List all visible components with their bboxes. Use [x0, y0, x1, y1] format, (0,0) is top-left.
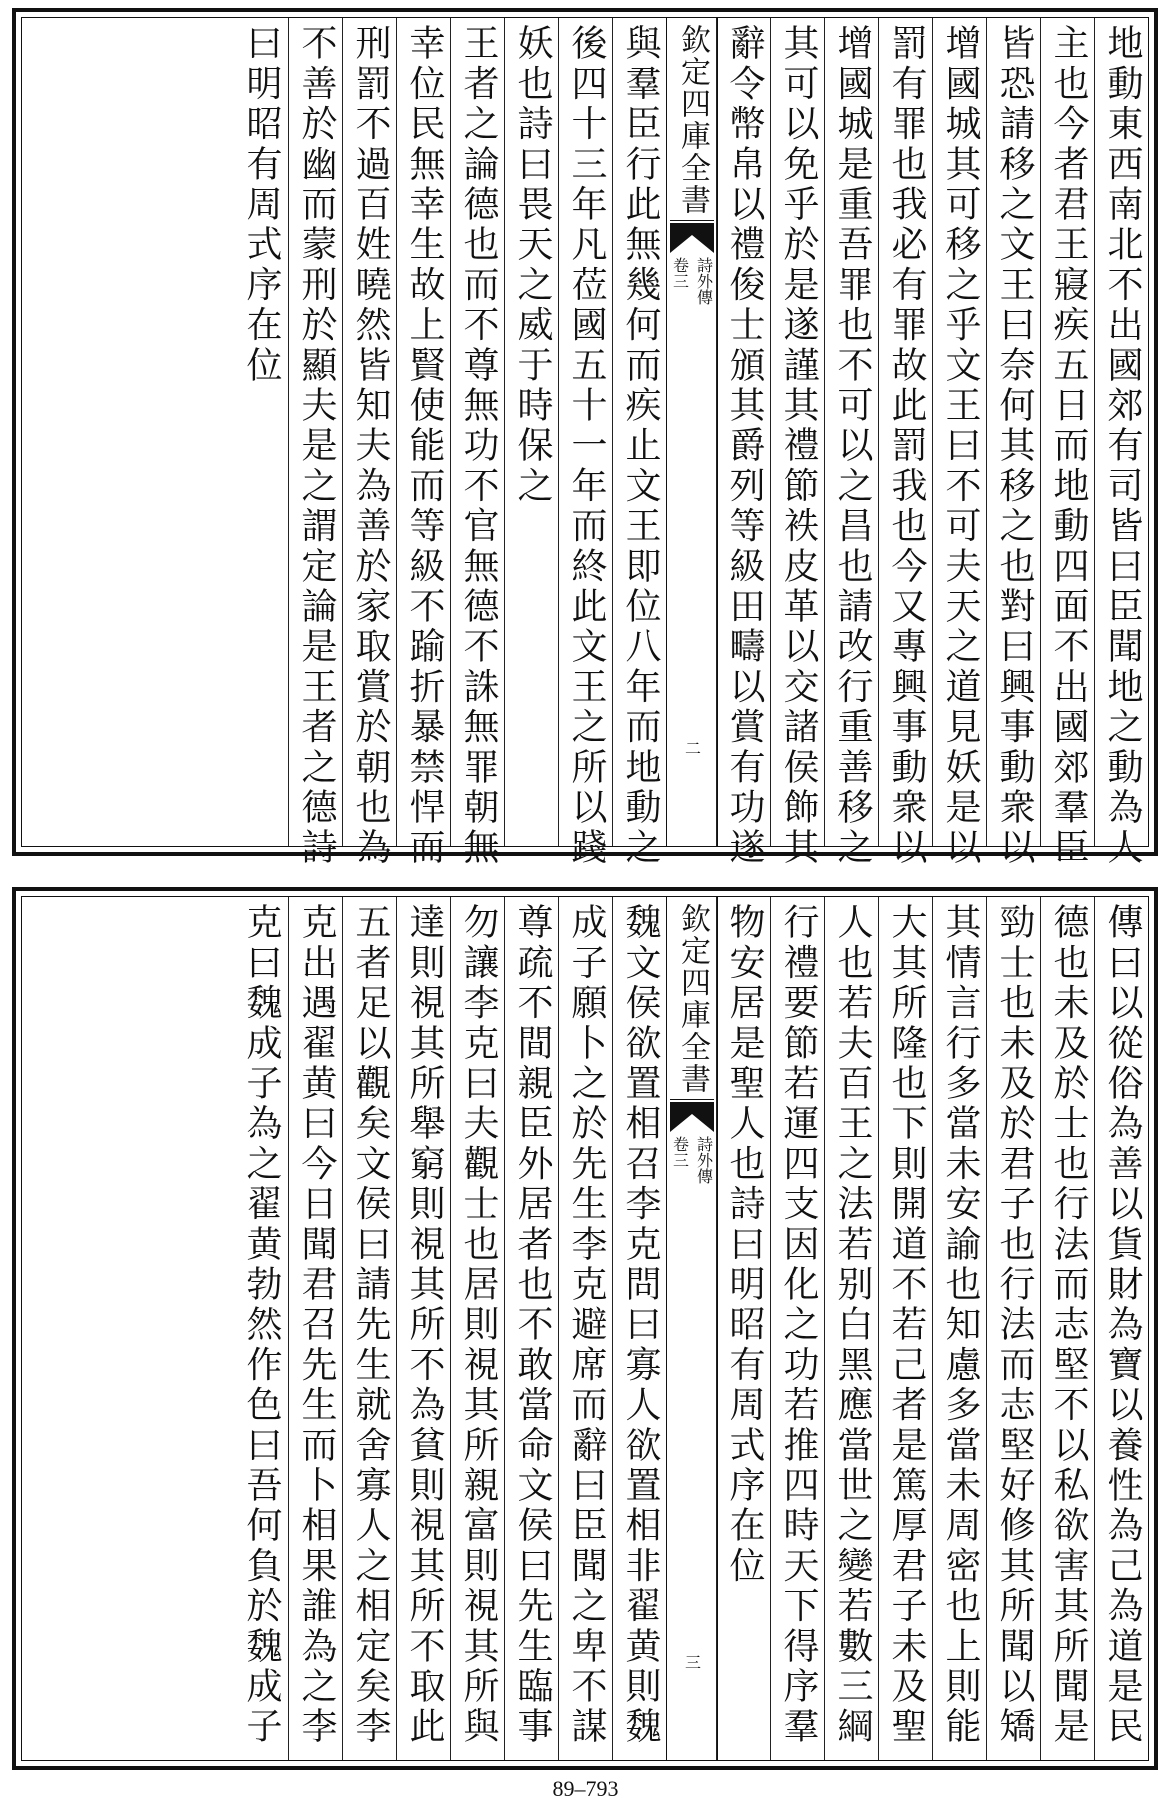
text-column: [288, 897, 343, 1760]
text-column: [1094, 18, 1149, 869]
column-text: 皆恐請移之文王曰奈何其移之也對曰興事動衆以: [994, 24, 1035, 869]
text-column: [288, 18, 343, 869]
column-text: 妖也詩曰畏天之威于時保之: [512, 24, 553, 507]
center-fold-column: [666, 18, 718, 846]
fishtail-icon: [670, 1102, 714, 1132]
text-column: [824, 897, 879, 1760]
book-info: [669, 1136, 716, 1184]
column-text: 增國城其可移之乎文王曰不可夫天之道見妖是以: [940, 24, 981, 869]
column-text: 勿讓李克曰夫觀士也居則視其所親富則視其所與: [458, 903, 499, 1748]
column-text: 增國城是重吾罪也不可以之昌也請改行重善移之: [832, 24, 873, 869]
column-text: 不善於幽而蒙刑於顯夫是之謂定論是王者之德詩: [296, 24, 337, 869]
column-text: 其情言行多當未安諭也知慮多當未周密也上則能: [940, 903, 981, 1748]
column-text: 勁士也未及於君子也行法而志堅好修其所聞以矯: [994, 903, 1035, 1748]
volume-label: 卷三: [670, 1136, 690, 1168]
column-text: 人也若夫百王之法若别白黑應當世之變若數三綱: [832, 903, 873, 1748]
column-text: 成子願卜之於先生李克避席而辭曰臣聞之卑不謀: [566, 903, 607, 1748]
column-text: 其可以免乎於是遂謹其禮節袟皮革以交諸侯飾其: [778, 24, 819, 869]
book-title: 詩外傳: [694, 1136, 714, 1184]
text-column: [396, 897, 451, 1760]
text-column: [932, 18, 987, 869]
column-text: 尊疏不間親臣外居者也不敢當命文侯曰先生臨事: [512, 903, 553, 1748]
folio-number: 三: [682, 1654, 702, 1670]
text-column: [986, 897, 1041, 1760]
text-column: [342, 897, 397, 1760]
text-column: [504, 18, 559, 846]
lower-page: [12, 887, 1158, 1770]
text-column: [1094, 897, 1149, 1760]
column-text: 行禮要節若運四支因化之功若推四時天下得序羣: [778, 903, 819, 1748]
column-text: 主也今者君王寢疾五日而地動四面不出國郊羣臣: [1048, 24, 1089, 869]
lower-page-frame: [21, 896, 1149, 1761]
text-column: [342, 18, 397, 869]
column-text: 罰有罪也我必有罪故此罰我也今又專興事動衆以: [886, 24, 927, 869]
column-text: 辭令幣帛以禮俊士頒其爵列等級田疇以賞有功遂: [724, 24, 765, 869]
column-text: 與羣臣行此無幾何而疾止文王即位八年而地動之: [620, 24, 661, 869]
text-column: [1040, 18, 1095, 869]
text-column: [558, 18, 613, 869]
text-column: [234, 897, 288, 1760]
text-column: [932, 897, 987, 1760]
upper-page-frame: [21, 17, 1149, 869]
book-title: 詩外傳: [694, 257, 714, 305]
text-column: [450, 18, 505, 869]
column-text: 刑罰不過百姓曉然皆知夫為善於家取賞於朝也為: [350, 24, 391, 869]
text-column: [878, 18, 933, 869]
column-text: 克曰魏成子為之翟黄勃然作色曰吾何負於魏成子: [241, 903, 282, 1748]
text-column: [504, 897, 559, 1760]
column-text: 地動東西南北不出國郊有司皆曰臣聞地之動為人: [1102, 24, 1143, 869]
column-text: 傳曰以從俗為善以貨財為寶以養性為己為道是民: [1102, 903, 1143, 1748]
text-column: [716, 18, 771, 869]
column-text: 達則視其所舉窮則視其所不為貧則視其所不取此: [404, 903, 445, 1748]
text-column: [396, 18, 451, 869]
upper-page: [12, 8, 1158, 869]
text-column: [612, 18, 667, 869]
column-text: 五者足以觀矣文侯曰請先生就舍寡人之相定矣李: [350, 903, 391, 1748]
text-column: [716, 897, 771, 1760]
column-text: 王者之論德也而不尊無功不官無德不誅無罪朝無: [458, 24, 499, 869]
text-column: [612, 897, 667, 1760]
fishtail-icon: [670, 223, 714, 253]
center-fold-column: [666, 897, 718, 1760]
text-column: [770, 18, 825, 869]
text-column: [1040, 897, 1095, 1760]
text-column: [824, 18, 879, 869]
book-info: [669, 257, 716, 305]
text-column: [986, 18, 1041, 869]
text-column: [558, 897, 613, 1760]
folio-number: 二: [682, 740, 702, 756]
column-text: 魏文侯欲置相召李克問曰寡人欲置相非翟黄則魏: [620, 903, 661, 1748]
column-text: 曰明昭有周式序在位: [241, 24, 282, 386]
collection-title: 欽定四庫全書: [670, 903, 714, 1100]
column-text: 大其所隆也下則開道不若己者是篤厚君子未及聖: [886, 903, 927, 1748]
collection-title: 欽定四庫全書: [670, 24, 714, 221]
column-text: 物安居是聖人也詩曰明昭有周式序在位: [724, 903, 765, 1587]
text-column: [234, 18, 288, 846]
column-text: 後四十三年凡莅國五十一年而終此文王之所以踐: [566, 24, 607, 869]
column-text: 德也未及於士也行法而志堅不以私欲害其所聞是: [1048, 903, 1089, 1748]
column-text: 克出遇翟黄曰今日聞君召先生而卜相果誰為之李: [296, 903, 337, 1748]
scan-page-number: 89–793: [552, 1776, 619, 1801]
text-column: [770, 897, 825, 1760]
volume-label: 卷三: [670, 257, 690, 289]
column-text: 幸位民無幸生故上賢使能而等級不踰折暴禁悍而: [404, 24, 445, 869]
text-column: [878, 897, 933, 1760]
text-column: [450, 897, 505, 1760]
